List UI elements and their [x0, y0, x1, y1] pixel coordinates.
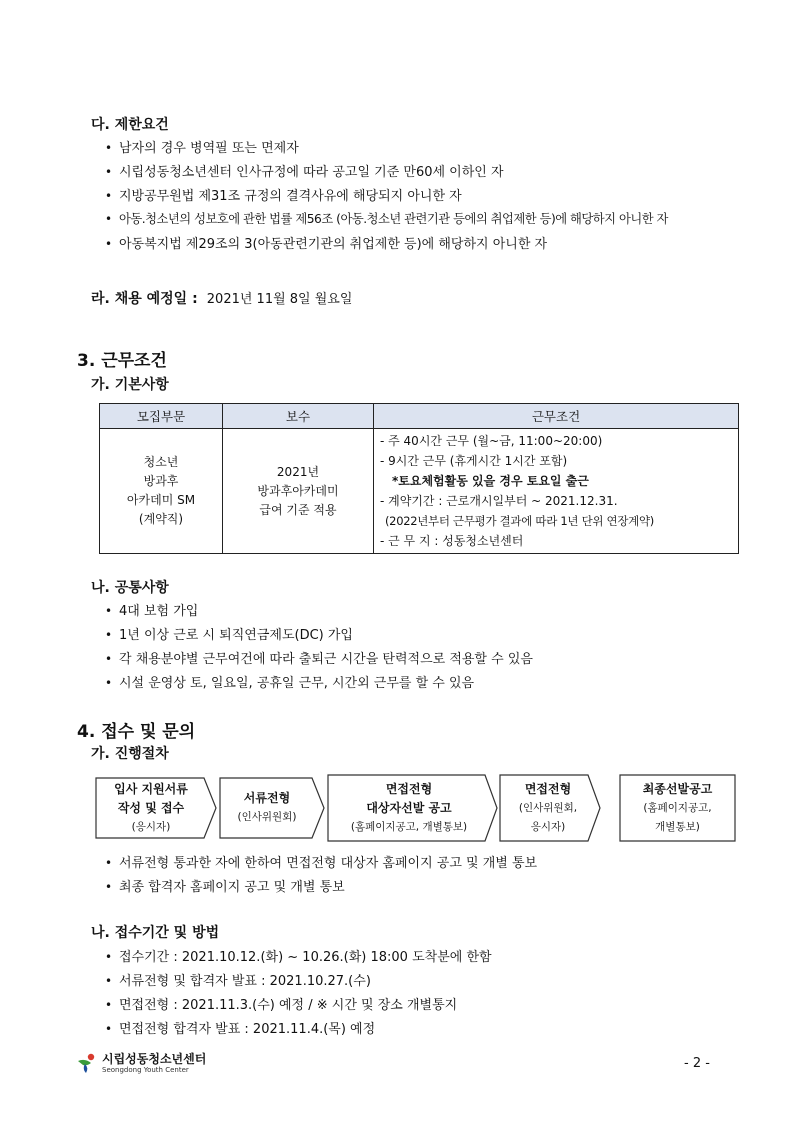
process-heading: 가. 진행절차 — [91, 746, 169, 762]
bullet-icon: • — [105, 604, 113, 618]
pay-cell — [223, 429, 374, 554]
flow-step — [96, 778, 206, 838]
list-item — [105, 648, 533, 667]
application-heading: 4. 접수 및 문의 — [77, 722, 196, 742]
page-number: - 2 - — [684, 1056, 710, 1071]
flow-step-title: 작성 및 접수 — [117, 800, 185, 815]
cell-line: - 계약기간 : 근로개시일부터 ~ 2021.12.31. — [380, 494, 618, 508]
bullet-icon: • — [105, 212, 112, 226]
bullet-icon: • — [105, 141, 113, 155]
flow-step-note: (응시자) — [131, 820, 171, 833]
list-item-text: 아동복지법 제29조의 3(아동관련기관의 취업제한 등)에 해당하지 아니한 자 — [119, 237, 548, 252]
bullet-icon: • — [105, 165, 113, 179]
list-item — [105, 600, 198, 619]
table-header: 보수 — [223, 404, 374, 429]
bullet-icon: • — [105, 1022, 113, 1036]
flow-step-title: 서류전형 — [243, 791, 291, 805]
flow-step-note: (인사위원회) — [237, 811, 297, 823]
list-item — [105, 185, 462, 204]
list-item-text: 최종 합격자 홈페이지 공고 및 개별 통보 — [119, 880, 345, 895]
bullet-icon: • — [105, 628, 113, 642]
flow-step-note: (홈페이지공고, 개별통보) — [350, 820, 468, 833]
table-header-row — [100, 404, 739, 429]
flow-step-note: 개별통보) — [655, 820, 700, 833]
list-item-text: 시립성동청소년센터 인사규정에 따라 공고일 기준 만60세 이하인 자 — [119, 165, 504, 180]
list-item-text: 지방공무원법 제31조 규정의 결격사유에 해당되지 아니한 자 — [119, 189, 462, 204]
hire-date-label: 라. 채용 예정일 : — [91, 291, 198, 307]
list-item-text: 접수기간 : 2021.10.12.(화) ~ 10.26.(화) 18:00 도착분에 한함 — [119, 950, 492, 965]
work-conditions-table — [99, 403, 739, 554]
flow-step — [620, 775, 735, 841]
logo-name: 시립성동청소년센터 — [102, 1052, 207, 1066]
work-conditions-heading: 3. 근무조건 — [77, 351, 167, 371]
list-item-text: 면접전형 : 2021.11.3.(수) 예정 / ※ 시간 및 장소 개별통지 — [119, 998, 458, 1013]
flow-step-title: 최종선발공고 — [642, 781, 713, 796]
list-item-text: 1년 이상 근로 시 퇴직연금제도(DC) 가입 — [119, 628, 353, 643]
table-header: 근무조건 — [374, 404, 739, 429]
cell-line: - 9시간 근무 (휴게시간 1시간 포함) — [380, 454, 568, 468]
flow-step-title: 대상자선발 공고 — [366, 800, 452, 815]
list-item-text: 면접전형 합격자 발표 : 2021.11.4.(목) 예정 — [119, 1022, 376, 1037]
list-item-text: 각 채용분야별 근무여건에 따라 출퇴근 시간을 탄력적으로 적용할 수 있음 — [119, 652, 533, 667]
bullet-icon: • — [105, 189, 113, 203]
bullet-icon: • — [105, 974, 113, 988]
flow-step-title: 면접전형 — [524, 781, 572, 796]
flow-step-note: (홈페이지공고, — [643, 801, 712, 814]
list-item — [105, 137, 299, 156]
flow-step-title: 입사 지원서류 — [114, 781, 188, 796]
list-item — [105, 852, 537, 871]
conditions-cell — [374, 429, 739, 554]
list-item-text: 서류전형 및 합격자 발표 : 2021.10.27.(수) — [119, 974, 371, 989]
list-item — [105, 624, 353, 643]
list-item-text: 서류전형 통과한 자에 한하여 면접전형 대상자 홈페이지 공고 및 개별 통보 — [119, 856, 538, 871]
bullet-icon: • — [105, 998, 113, 1012]
table-header: 모집부문 — [100, 404, 223, 429]
logo-subtitle: Seongdong Youth Center — [102, 1066, 189, 1074]
bullet-icon: • — [105, 237, 113, 251]
list-item — [105, 161, 504, 180]
cell-line: 2021년 — [276, 464, 320, 479]
cell-line: 방과후 — [143, 474, 179, 488]
hire-date — [91, 288, 352, 308]
list-item — [105, 994, 457, 1013]
list-item — [105, 209, 668, 227]
bullet-icon: • — [105, 652, 113, 666]
cell-line: (2022년부터 근무평가 결과에 따라 1년 단위 연장계약) — [385, 514, 654, 528]
bullet-icon: • — [105, 856, 113, 870]
cell-line: 방과후아카데미 — [257, 483, 339, 498]
cell-line: *토요체험활동 있을 경우 토요일 출근 — [392, 474, 589, 488]
flow-step-note: (인사위원회, — [518, 801, 578, 814]
restrictions-heading: 다. 제한요건 — [91, 117, 169, 133]
list-item — [105, 1018, 375, 1037]
list-item-text: 4대 보험 가입 — [119, 604, 199, 619]
period-heading: 나. 접수기간 및 방법 — [91, 925, 220, 941]
flow-step-title: 면접전형 — [385, 781, 433, 796]
cell-line: (계약직) — [138, 512, 184, 526]
list-item-text: 남자의 경우 병역필 또는 면제자 — [119, 141, 299, 156]
bullet-icon: • — [105, 676, 113, 690]
list-item — [105, 876, 345, 895]
hire-date-value: 2021년 11월 8일 월요일 — [206, 292, 353, 307]
logo-mark-icon — [76, 1052, 98, 1074]
flow-step — [220, 778, 314, 838]
list-item — [105, 672, 474, 691]
cell-line: 청소년 — [143, 455, 179, 469]
flow-step — [330, 775, 488, 841]
list-item — [105, 233, 547, 252]
list-item-text: 시설 운영상 토, 일요일, 공휴일 근무, 시간외 근무를 할 수 있음 — [119, 676, 475, 691]
cell-line: 급여 기준 적용 — [259, 502, 337, 517]
cell-line: 아카데미 SM — [126, 493, 196, 507]
flow-step-note: 응시자) — [530, 820, 566, 833]
division-cell — [100, 429, 223, 554]
bullet-icon: • — [105, 880, 113, 894]
list-item-text: 아동.청소년의 성보호에 관한 법률 제56조 (아동.청소년 관련기관 등에의 취업제한 등)에 해당하지 아니한 자 — [119, 212, 668, 226]
cell-line: - 주 40시간 근무 (월~금, 11:00~20:00) — [380, 434, 603, 448]
list-item — [105, 970, 371, 989]
list-item — [105, 946, 492, 965]
basic-info-heading: 가. 기본사항 — [91, 377, 169, 393]
bullet-icon: • — [105, 950, 113, 964]
table-row — [100, 429, 739, 554]
flow-step — [500, 775, 596, 841]
cell-line: - 근 무 지 : 성동청소년센터 — [380, 534, 524, 548]
common-heading: 나. 공통사항 — [91, 580, 169, 596]
